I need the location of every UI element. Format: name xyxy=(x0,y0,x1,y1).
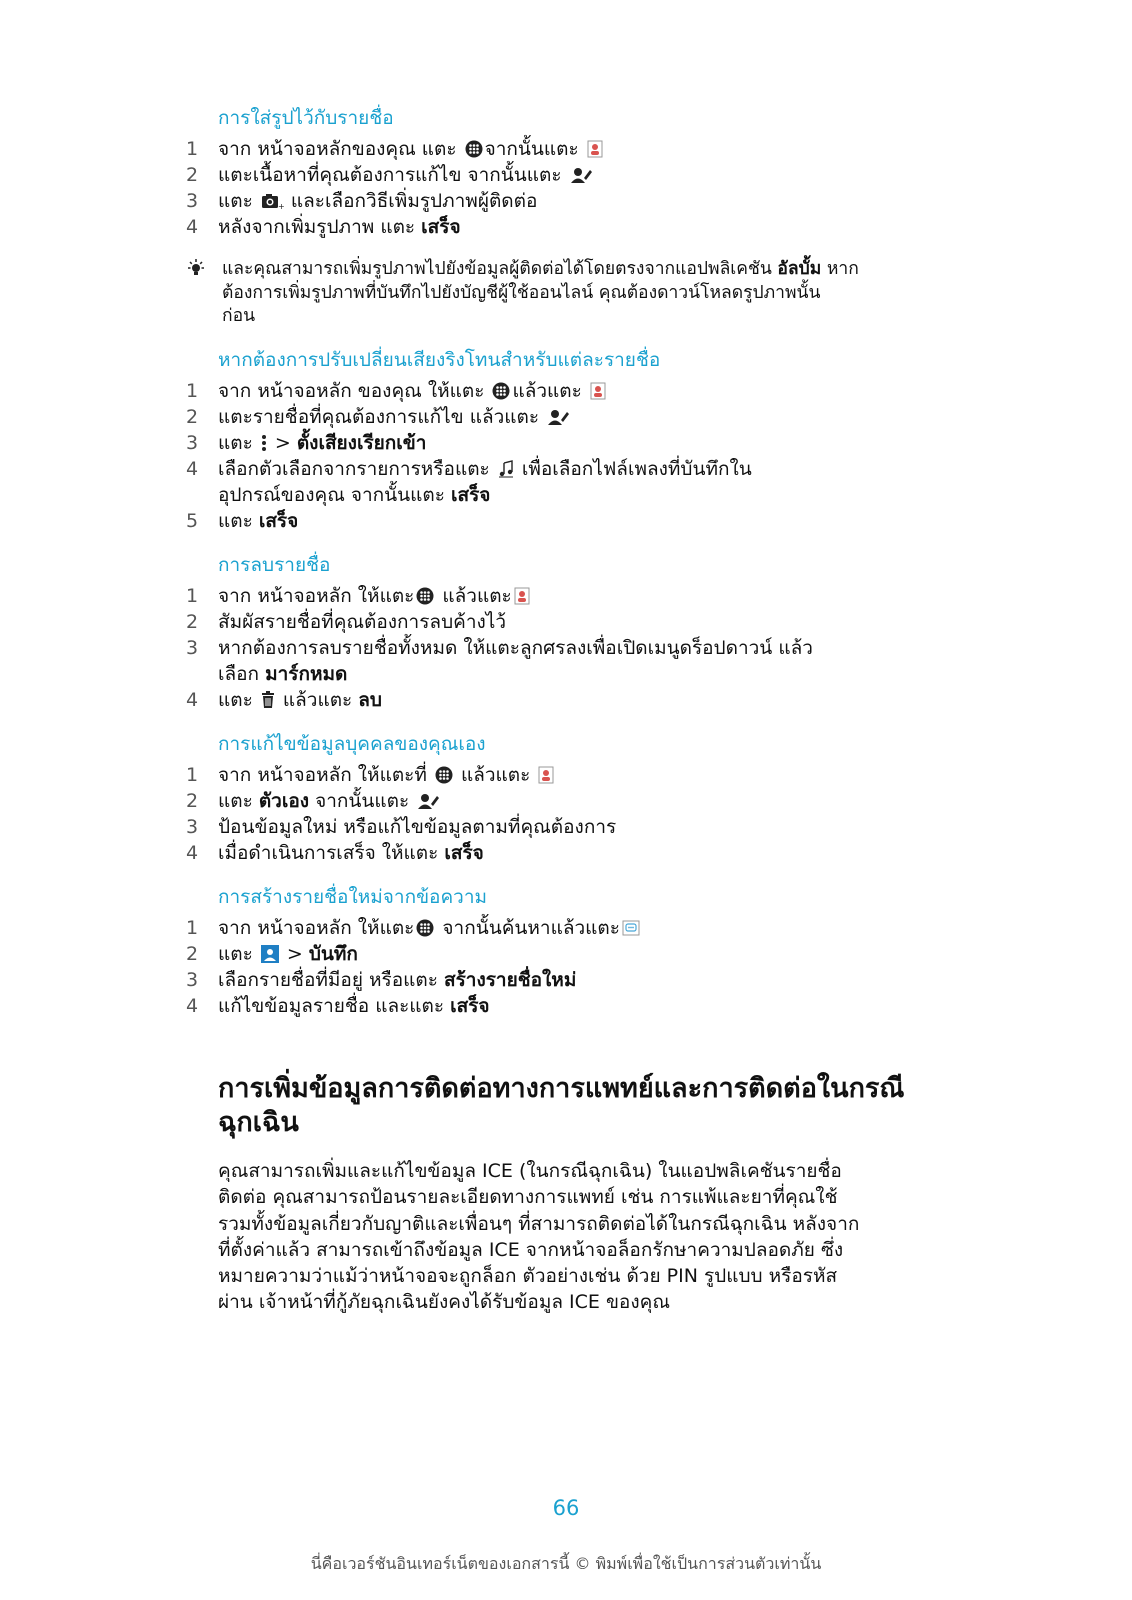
step-number: 3 xyxy=(186,432,199,454)
section-title-add-photo: การใส่รูปไว้กับรายชื่อ xyxy=(218,107,394,129)
step-text xyxy=(218,993,490,1019)
step-text xyxy=(218,378,608,404)
section-title-new-contact-from-message: การสร้างรายชื่อใหม่จากข้อความ xyxy=(218,886,488,908)
step-bold-label: เสร็จ xyxy=(258,510,299,532)
step-text-part: จากนั้นแตะ xyxy=(309,790,416,812)
step-text-part: จาก หน้าจอหลัก ให้แตะ xyxy=(218,585,415,607)
step-text xyxy=(218,788,441,814)
step-number: 1 xyxy=(186,585,199,607)
step-text-part: เลือกรายชื่อที่มีอยู่ หรือแตะ xyxy=(218,969,444,991)
step-line xyxy=(218,482,752,508)
section-title-delete-contact: การลบรายชื่อ xyxy=(218,554,331,576)
heading-line: ฉุกเฉิน xyxy=(218,1107,299,1138)
step-text: ป้อนข้อมูลใหม่ หรือแก้ไขข้อมูลตามที่คุณต้องการ xyxy=(218,816,617,838)
step-text-part: แตะ xyxy=(218,432,259,454)
step-bold-label: เสร็จ xyxy=(444,842,484,864)
step-text-part: > xyxy=(280,943,309,965)
step-text xyxy=(218,188,537,214)
step-text-part: จาก หน้าจอหลัก ให้แตะ xyxy=(218,917,415,939)
step-text xyxy=(218,404,571,430)
section-title-ringtone: หากต้องการปรับเปลี่ยนเสียงริงโทนสำหรับแต่ละรายชื่อ xyxy=(218,349,661,371)
step-text xyxy=(218,430,426,456)
step-text-part: จาก หน้าจอหลัก ให้แตะที่ xyxy=(218,764,433,786)
step-text-part: แตะรายชื่อที่คุณต้องการแก้ไข แล้วแตะ xyxy=(218,406,546,428)
lightbulb-tip-icon xyxy=(186,259,206,279)
apps-grid-icon xyxy=(416,919,434,937)
paragraph-line: หมายความว่าแม้ว่าหน้าจอจะถูกล็อก ตัวอย่างเช่น ด้วย PIN รูปแบบ หรือรหัส xyxy=(218,1265,838,1288)
paragraph-line: ติดต่อ คุณสามารถป้อนรายละเอียดทางการแพทย์ เช่น การแพ้และยาที่คุณใช้ xyxy=(218,1186,838,1209)
step-text-part: แล้วแตะ xyxy=(276,689,359,711)
contacts-app-icon xyxy=(587,140,603,158)
step-text-part: แตะ xyxy=(218,190,259,212)
more-options-icon xyxy=(261,434,267,452)
step-text-part: และเลือกวิธีเพิ่มรูปภาพผู้ติดต่อ xyxy=(284,190,538,212)
step-text xyxy=(218,915,642,941)
step-text-part: เพื่อเลือกไฟล์เพลงที่บันทึกใน xyxy=(515,458,752,480)
step-number: 1 xyxy=(186,764,199,786)
step-bold-label: เสร็จ xyxy=(450,484,491,506)
edit-contact-icon xyxy=(417,792,439,810)
step-bold-label: มาร์กหมด xyxy=(265,663,348,685)
step-bold-label: ตัวเอง xyxy=(258,790,310,812)
step-number: 4 xyxy=(186,216,199,238)
paragraph-line: ที่ตั้งค่าแล้ว สามารถเข้าถึงข้อมูล ICE จากหน้าจอล็อกรักษาความปลอดภัย ซึ่ง xyxy=(218,1238,844,1261)
step-text-part: แตะ xyxy=(218,510,259,532)
step-number: 3 xyxy=(186,637,199,659)
step-text-part: อุปกรณ์ของคุณ จากนั้นแตะ xyxy=(218,484,451,506)
step-text xyxy=(218,840,484,866)
step-bold-label: เสร็จ xyxy=(450,995,490,1017)
step-number: 4 xyxy=(186,458,199,480)
svg-text:+: + xyxy=(277,202,285,211)
tip-line: ต้องการเพิ่มรูปภาพที่บันทึกไปยังบัญชีผู้ใช้ออนไลน์ คุณต้องดาวน์โหลดรูปภาพนั้น xyxy=(222,282,821,303)
contacts-app-icon xyxy=(590,382,606,400)
step-text-part: แตะเนื้อหาที่คุณต้องการแก้ไข จากนั้นแตะ xyxy=(218,164,568,186)
main-heading-ice xyxy=(218,1072,978,1140)
step-text xyxy=(218,162,594,188)
camera-icon xyxy=(261,192,283,210)
trash-icon xyxy=(261,691,275,709)
step-text-part: จากนั้นค้นหาแล้วแตะ xyxy=(436,917,620,939)
step-text-part: จาก หน้าจอหลักของคุณ แตะ xyxy=(218,138,463,160)
step-text-part: หลังจากเพิ่มรูปภาพ แตะ xyxy=(218,216,422,238)
step-text xyxy=(218,762,556,788)
step-text-part: แล้วแตะ xyxy=(454,764,537,786)
step-bold-label: ลบ xyxy=(358,689,382,711)
step-number: 3 xyxy=(186,969,199,991)
step-bold-label: ตั้งเสียงเรียกเข้า xyxy=(296,432,427,454)
messaging-app-icon xyxy=(622,919,640,937)
paragraph-line: รวมทั้งข้อมูลเกี่ยวกับญาติและเพื่อนๆ ที่สามารถติดต่อได้ในกรณีฉุกเฉิน หลังจาก xyxy=(218,1212,860,1235)
contacts-app-icon xyxy=(538,766,554,784)
step-number: 2 xyxy=(186,790,199,812)
step-text-part: > xyxy=(268,432,297,454)
step-text-part: เลือก xyxy=(218,663,266,685)
apps-grid-icon xyxy=(435,766,453,784)
step-text xyxy=(218,967,576,993)
tip-text: และคุณสามารถเพิ่มรูปภาพไปยังข้อมูลผู้ติดต่อได้โดยตรงจากแอปพลิเคชัน xyxy=(222,259,778,279)
step-text-part: เมื่อดำเนินการเสร็จ ให้แตะ xyxy=(218,842,445,864)
step-number: 1 xyxy=(186,917,199,939)
contacts-app-icon xyxy=(514,587,530,605)
tip-line xyxy=(222,258,952,282)
step-text: สัมผัสรายชื่อที่คุณต้องการลบค้างไว้ xyxy=(218,611,507,633)
step-text xyxy=(218,941,358,967)
step-bold-label: สร้างรายชื่อใหม่ xyxy=(443,969,577,991)
heading-line: การเพิ่มข้อมูลการติดต่อทางการแพทย์และการติดต่อในกรณี xyxy=(218,1073,905,1104)
tip-bold-label: อัลบั้ม xyxy=(777,259,822,279)
step-line: หากต้องการลบรายชื่อทั้งหมด ให้แตะลูกศรลงเพื่อเปิดเมนูดร็อปดาวน์ แล้ว xyxy=(218,637,813,659)
tip-note xyxy=(222,258,952,329)
add-contact-icon xyxy=(261,945,279,963)
edit-contact-icon xyxy=(570,166,592,184)
music-file-icon xyxy=(498,460,514,478)
step-text-part: แตะ xyxy=(218,943,259,965)
ice-description-paragraph xyxy=(218,1158,978,1316)
paragraph-line: ผ่าน เจ้าหน้าที่กู้ภัยฉุกเฉินยังคงได้รับข้อมูล ICE ของคุณ xyxy=(218,1291,670,1314)
page-number: 66 xyxy=(552,1496,580,1520)
step-number: 1 xyxy=(186,380,199,402)
step-text-part: แก้ไขข้อมูลรายชื่อ และแตะ xyxy=(218,995,451,1017)
step-number: 2 xyxy=(186,611,199,633)
step-text xyxy=(218,583,532,609)
step-number: 3 xyxy=(186,190,199,212)
apps-grid-icon xyxy=(416,587,434,605)
step-text-part: แล้วแตะ xyxy=(512,380,588,402)
step-line xyxy=(218,661,813,687)
step-number: 2 xyxy=(186,406,199,428)
tip-line: ก่อน xyxy=(222,306,256,326)
step-text xyxy=(218,136,605,162)
step-text-part: จากนั้นแตะ xyxy=(484,138,585,160)
step-bold-label: เสร็จ xyxy=(421,216,461,238)
step-text xyxy=(218,687,382,713)
step-text xyxy=(218,456,752,508)
apps-grid-icon xyxy=(465,140,483,158)
step-bold-label: บันทึก xyxy=(308,943,358,965)
step-number: 4 xyxy=(186,842,199,864)
step-number: 4 xyxy=(186,995,199,1017)
step-number: 1 xyxy=(186,138,199,160)
apps-grid-icon xyxy=(492,382,510,400)
step-text xyxy=(218,508,298,534)
step-text-part: แตะ xyxy=(218,689,259,711)
step-number: 5 xyxy=(186,510,199,532)
step-text-part: แล้วแตะ xyxy=(436,585,512,607)
step-number: 2 xyxy=(186,164,199,186)
step-line xyxy=(218,456,752,482)
page-footer: นี่คือเวอร์ชันอินเทอร์เน็ตของเอกสารนี้ © พิมพ์เพื่อใช้เป็นการส่วนตัวเท่านั้น xyxy=(310,1554,822,1573)
paragraph-line: คุณสามารถเพิ่มและแก้ไขข้อมูล ICE (ในกรณีฉุกเฉิน) ในแอปพลิเคชันรายชื่อ xyxy=(218,1160,842,1182)
step-text-part: จาก หน้าจอหลัก ของคุณ ให้แตะ xyxy=(218,380,491,402)
step-number: 2 xyxy=(186,943,199,965)
step-text-part: แตะ xyxy=(218,790,259,812)
step-text xyxy=(218,214,461,240)
section-title-edit-own-info: การแก้ไขข้อมูลบุคคลของคุณเอง xyxy=(218,733,486,755)
tip-text: หาก xyxy=(821,259,859,279)
step-number: 4 xyxy=(186,689,199,711)
step-text-part: เลือกตัวเลือกจากรายการหรือแตะ xyxy=(218,458,496,480)
step-text xyxy=(218,635,813,687)
edit-contact-icon xyxy=(547,408,569,426)
step-number: 3 xyxy=(186,816,199,838)
